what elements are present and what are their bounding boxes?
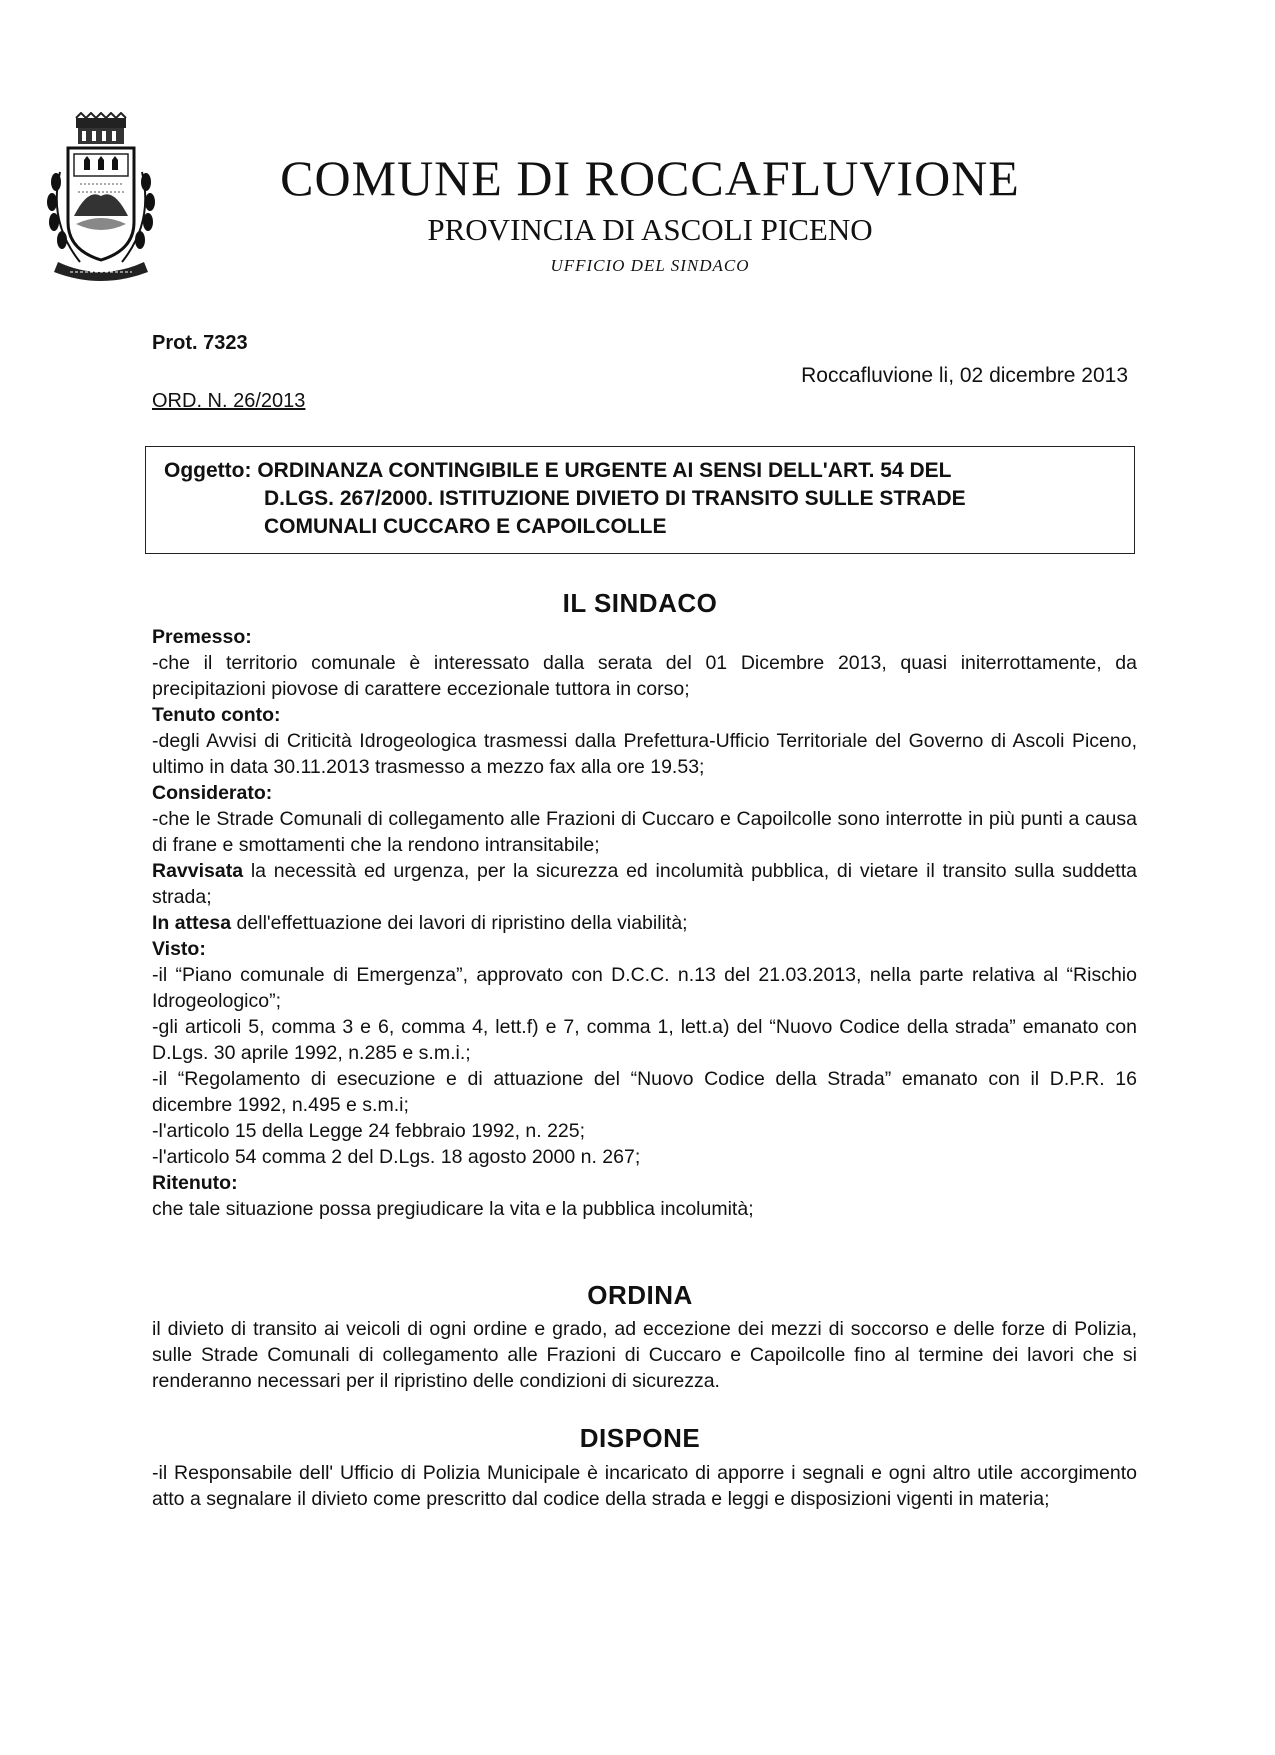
place-date: Roccafluvione li, 02 dicembre 2013 [801, 364, 1128, 387]
municipality-name: COMUNE DI ROCCAFLUVIONE [280, 150, 1020, 206]
premesso-label: Premesso: [152, 626, 252, 648]
visto-item: -gli articoli 5, comma 3 e 6, comma 4, lett.f) e 7, comma 1, lett.a) del “Nuovo Codice della strada” emanato con D.Lgs. 30 aprile 1992, n.285 e s.m.i.; [152, 1016, 1137, 1064]
visto-item: -l'articolo 54 comma 2 del D.Lgs. 18 agosto 2000 n. 267; [152, 1146, 641, 1168]
in-attesa-paragraph [152, 910, 1137, 936]
visto-item: -l'articolo 15 della Legge 24 febbraio 1992, n. 225; [152, 1120, 586, 1142]
tenuto-conto-text: -degli Avvisi di Criticità Idrogeologica trasmessi dalla Prefettura-Ufficio Territoriale del Governo di Ascoli Piceno, ultimo in data 30.11.2013 trasmesso a mezzo fax alla ore 19.53; [152, 730, 1137, 778]
ravvisata-paragraph [152, 858, 1137, 910]
heading-ordina: ORDINA [587, 1280, 693, 1310]
premesso-text: -che il territorio comunale è interessato dalla serata del 01 Dicembre 2013, quasi initerrottamente, da precipitazioni piovose di carattere eccezionale tuttora in corso; [152, 652, 1137, 700]
premises-section [152, 624, 1137, 1222]
considerato-text: -che le Strade Comunali di collegamento alle Frazioni di Cuccaro e Capoilcolle sono interrotte in più punti a causa di frane e smottamenti che la rendono intransitabile; [152, 808, 1137, 856]
tenuto-conto-label: Tenuto conto: [152, 704, 281, 726]
ordinance-number: ORD. N. 26/2013 [152, 390, 306, 412]
ordina-text: il divieto di transito ai veicoli di ogni ordine e grado, ad eccezione dei mezzi di soccorso e delle forze di Polizia, sulle Strade Comunali di collegamento alle Frazioni di Cuccaro e Capoilcolle fino al termine dei lavori che si renderanno necessari per il ripristino delle condizioni di sicurezza. [152, 1318, 1137, 1392]
province-name: PROVINCIA DI ASCOLI PICENO [427, 212, 873, 247]
subject-line-2: D.LGS. 267/2000. ISTITUZIONE DIVIETO DI TRANSITO SULLE STRADE [264, 487, 966, 510]
ravvisata-text: la necessità ed urgenza, per la sicurezza ed incolumità pubblica, di vietare il transito sulla suddetta strada; [152, 860, 1137, 908]
in-attesa-label: In attesa [152, 912, 232, 934]
ritenuto-label: Ritenuto: [152, 1172, 238, 1194]
municipal-crest-icon [40, 112, 162, 284]
subject-box [145, 446, 1135, 554]
ritenuto-text: che tale situazione possa pregiudicare la vita e la pubblica incolumità; [152, 1198, 754, 1220]
considerato-label: Considerato: [152, 782, 273, 804]
dispone-text: -il Responsabile dell' Ufficio di Polizia Municipale è incaricato di apporre i segnali e ogni altro utile accorgimento atto a segnalare il divieto come prescritto dal codice della strada e leggi e disposizioni vigenti in materia; [152, 1462, 1137, 1510]
heading-il-sindaco: IL SINDACO [562, 588, 718, 618]
heading-dispone: DISPONE [579, 1423, 701, 1453]
subject-label: Oggetto: [164, 459, 252, 482]
subject-line-3: COMUNALI CUCCARO E CAPOILCOLLE [264, 515, 667, 538]
letterhead [180, 150, 1080, 276]
office-name: UFFICIO DEL SINDACO [550, 256, 750, 275]
ravvisata-label: Ravvisata [152, 860, 244, 882]
visto-item: -il “Piano comunale di Emergenza”, approvato con D.C.C. n.13 del 21.03.2013, nella parte relativa al “Rischio Idrogeologico”; [152, 964, 1137, 1012]
subject-line-1: ORDINANZA CONTINGIBILE E URGENTE AI SENSI DELL'ART. 54 DEL [257, 459, 952, 482]
in-attesa-text: dell'effettuazione dei lavori di ripristino della viabilità; [231, 912, 688, 934]
protocol-number: Prot. 7323 [152, 332, 248, 354]
visto-label: Visto: [152, 938, 206, 960]
visto-item: -il “Regolamento di esecuzione e di attuazione del “Nuovo Codice della Strada” emanato con il D.P.R. 16 dicembre 1992, n.495 e s.m.i; [152, 1068, 1137, 1116]
